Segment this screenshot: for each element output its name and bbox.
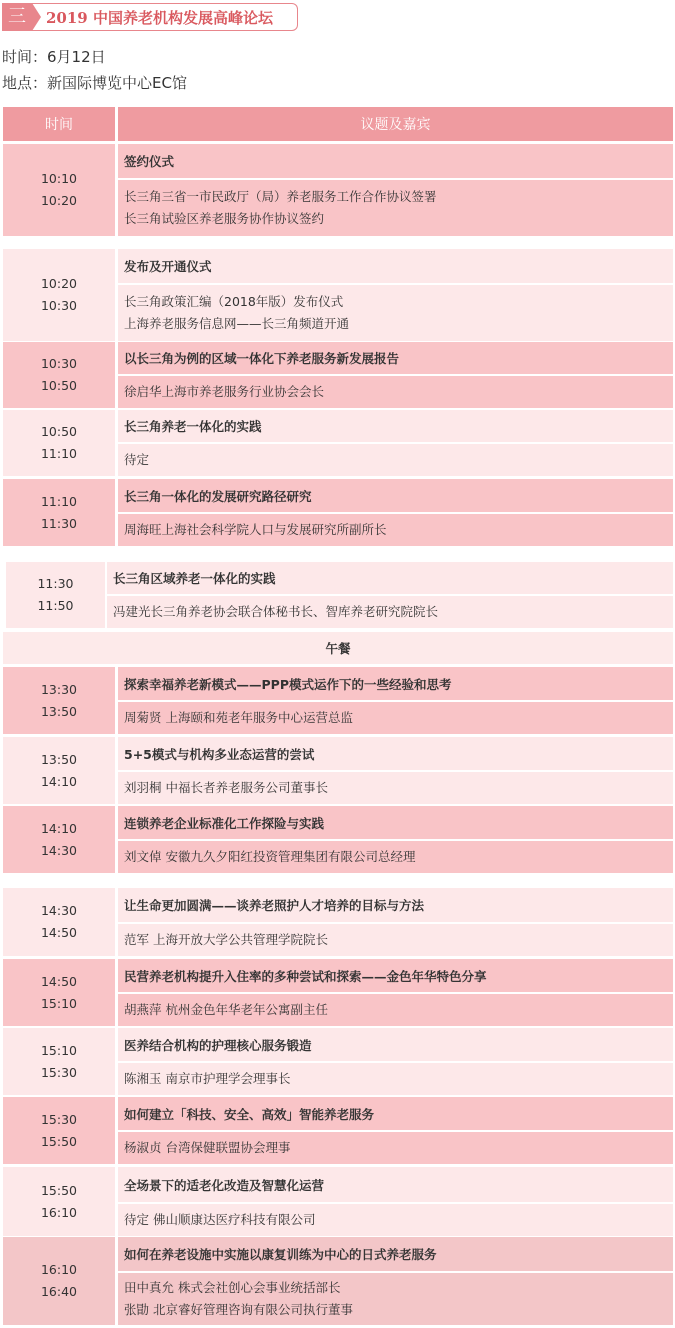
end-time: 16:40 — [40, 1284, 78, 1299]
speaker-line: 徐启华上海市养老服务行业协会会长 — [124, 384, 325, 399]
end-time: 15:30 — [40, 1064, 78, 1080]
start-time: 14:10 — [40, 820, 78, 836]
start-time: 16:10 — [40, 1262, 78, 1277]
session-speakers — [118, 702, 673, 734]
time-cell — [3, 1028, 115, 1095]
time-cell — [3, 667, 115, 734]
session-topic: 民营养老机构提升入住率的多种尝试和探索——金色年华特色分享 — [118, 959, 673, 992]
menu-lines-icon: 三 — [2, 3, 32, 31]
session-topic: 长三角养老一体化的实践 — [118, 410, 673, 442]
session-topic: 签约仪式 — [118, 144, 673, 178]
speaker-line: 张勖 北京睿好管理咨询有限公司执行董事 — [124, 1302, 353, 1317]
end-time: 14:50 — [40, 925, 78, 940]
event-time: 时间：6月12日 — [2, 48, 106, 66]
speaker-line: 长三角三省一市民政厅（局）养老服务工作合作协议签署 — [124, 189, 437, 204]
session-topic: 连锁养老企业标准化工作探险与实践 — [118, 806, 673, 839]
start-time: 15:10 — [40, 1042, 78, 1058]
session-speakers — [118, 1204, 673, 1236]
end-time: 10:20 — [40, 193, 78, 208]
time-cell — [3, 737, 115, 804]
end-time: 16:10 — [40, 1204, 78, 1220]
column-header-time: 时间 — [3, 107, 115, 141]
session-speakers — [118, 444, 673, 476]
start-time: 15:50 — [40, 1182, 78, 1198]
end-time: 13:50 — [40, 703, 78, 719]
session-topic: 全场景下的适老化改造及智慧化运营 — [118, 1167, 673, 1202]
session-speakers — [107, 596, 673, 628]
session-topic: 长三角区域养老一体化的实践 — [107, 562, 673, 594]
session-speakers — [118, 841, 673, 873]
session-topic: 如何建立「科技、安全、高效」智能养老服务 — [118, 1097, 673, 1130]
session-speakers — [118, 924, 673, 956]
speaker-line: 胡燕萍 杭州金色年华老年公寓副主任 — [124, 1002, 328, 1017]
session-topic: 探索幸福养老新模式——PPP模式运作下的一些经验和思考 — [118, 667, 673, 700]
end-time: 10:30 — [40, 298, 78, 313]
speaker-line: 刘羽桐 中福长者养老服务公司董事长 — [124, 780, 328, 795]
session-topic: 发布及开通仪式 — [118, 249, 673, 283]
session-topic: 以长三角为例的区域一体化下养老服务新发展报告 — [118, 342, 673, 374]
forum-title: 2019 中国养老机构发展高峰论坛 — [46, 9, 273, 27]
speaker-line: 杨淑贞 台湾保健联盟协会理事 — [124, 1140, 291, 1155]
start-time: 14:30 — [40, 903, 78, 918]
start-time: 15:30 — [40, 1111, 78, 1127]
speaker-line: 待定 — [124, 452, 150, 467]
speaker-line: 周海旺上海社会科学院人口与发展研究所副所长 — [124, 522, 387, 537]
time-cell — [3, 1237, 115, 1325]
session-topic: 让生命更加圆满——谈养老照护人才培养的目标与方法 — [118, 888, 673, 922]
speaker-line: 冯建光长三角养老协会联合体秘书长、智库养老研究院院长 — [113, 604, 439, 619]
time-cell — [3, 144, 115, 236]
time-cell — [3, 959, 115, 1026]
column-header-topic: 议题及嘉宾 — [118, 107, 673, 141]
start-time: 10:20 — [40, 276, 78, 291]
end-time: 15:50 — [40, 1133, 78, 1149]
end-time: 15:10 — [40, 995, 78, 1011]
end-time: 14:30 — [40, 842, 78, 858]
start-time: 10:10 — [40, 171, 78, 186]
speaker-line: 范军 上海开放大学公共管理学院院长 — [124, 932, 328, 947]
event-place: 地点：新国际博览中心EC馆 — [2, 74, 187, 92]
end-time: 11:10 — [40, 446, 78, 461]
start-time: 10:50 — [40, 424, 78, 439]
session-speakers — [118, 1132, 673, 1164]
session-speakers — [118, 1063, 673, 1095]
start-time: 14:50 — [40, 973, 78, 989]
session-speakers — [118, 180, 673, 236]
end-time: 10:50 — [40, 378, 78, 393]
speaker-line: 待定 佛山顺康达医疗科技有限公司 — [124, 1212, 316, 1227]
session-speakers — [118, 994, 673, 1026]
session-speakers — [118, 1273, 673, 1325]
start-time: 11:30 — [37, 576, 74, 591]
session-topic: 医养结合机构的护理核心服务锻造 — [118, 1028, 673, 1061]
speaker-line: 长三角试验区养老服务协作协议签约 — [124, 211, 325, 226]
start-time: 13:50 — [40, 751, 78, 767]
end-time: 14:10 — [40, 773, 78, 789]
time-cell — [3, 888, 115, 956]
time-cell — [3, 1097, 115, 1164]
time-cell — [3, 806, 115, 873]
session-speakers — [118, 376, 673, 408]
lunch-break: 午餐 — [3, 632, 673, 664]
time-cell — [3, 249, 115, 341]
speaker-line: 陈湘玉 南京市护理学会理事长 — [124, 1071, 291, 1086]
time-cell — [3, 479, 115, 546]
end-time: 11:30 — [40, 515, 78, 531]
speaker-line: 刘文倬 安徽九久夕阳红投资管理集团有限公司总经理 — [124, 849, 416, 864]
speaker-line: 上海养老服务信息网——长三角频道开通 — [124, 316, 350, 331]
start-time: 13:30 — [40, 681, 78, 697]
start-time: 10:30 — [40, 356, 78, 371]
start-time: 11:10 — [40, 493, 78, 509]
session-topic: 如何在养老设施中实施以康复训练为中心的日式养老服务 — [118, 1237, 673, 1271]
session-topic: 长三角一体化的发展研究路径研究 — [118, 479, 673, 512]
speaker-line: 周菊贤 上海颐和苑老年服务中心运营总监 — [124, 710, 353, 725]
speaker-line: 田中真允 株式会社创心会事业统括部长 — [124, 1280, 341, 1295]
session-topic: 5+5模式与机构多业态运营的尝试 — [118, 737, 673, 770]
session-speakers — [118, 514, 673, 546]
end-time: 11:50 — [37, 598, 74, 613]
speaker-line: 长三角政策汇编（2018年版）发布仪式 — [124, 294, 344, 309]
session-speakers — [118, 285, 673, 341]
session-speakers — [118, 772, 673, 804]
time-cell — [3, 1167, 115, 1236]
time-cell — [3, 410, 115, 476]
time-cell — [6, 562, 105, 628]
time-cell — [3, 342, 115, 408]
